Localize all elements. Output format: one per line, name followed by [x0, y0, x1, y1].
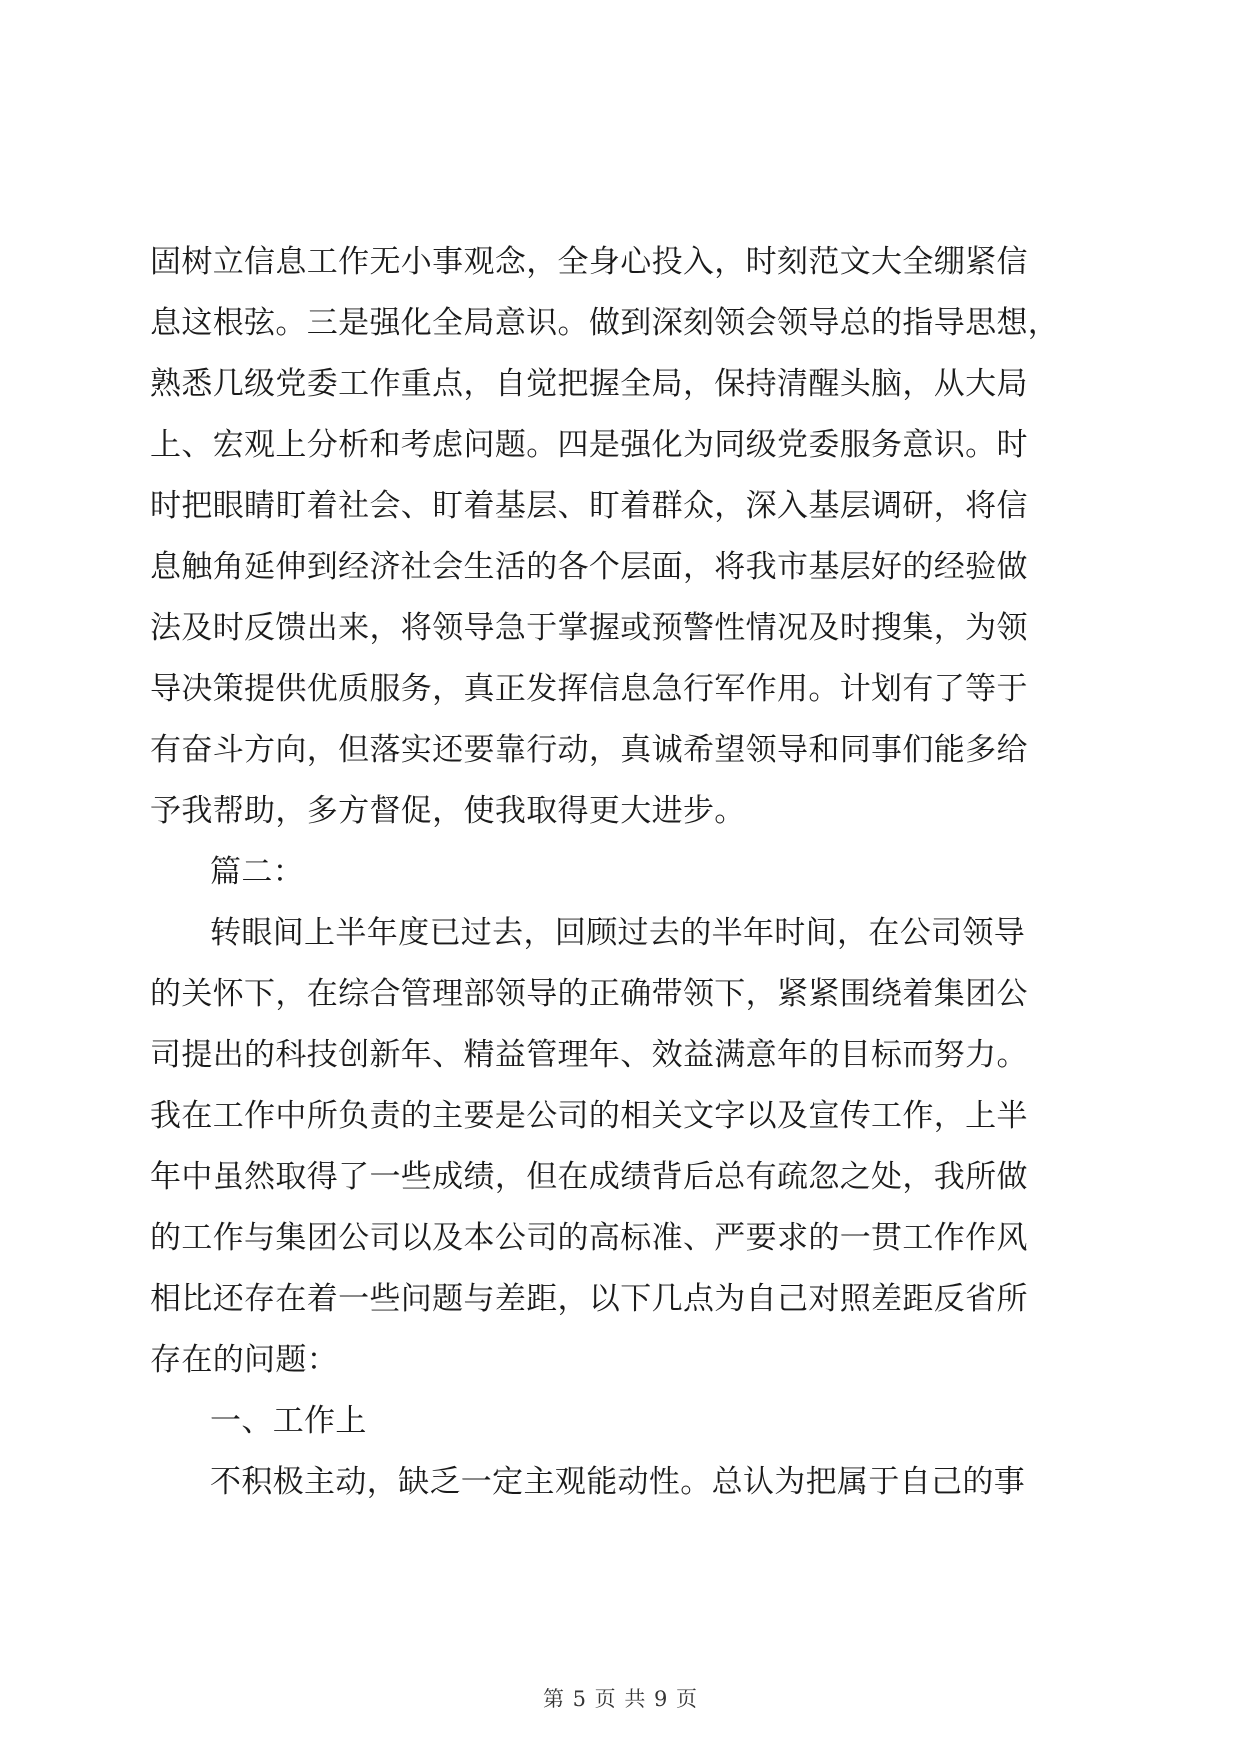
paragraph-start-line: 不积极主动，缺乏一定主观能动性。总认为把属于自己的事	[210, 1464, 1026, 1500]
text-line: 时把眼睛盯着社会、盯着基层、盯着群众，深入基层调研，将信	[150, 488, 1028, 524]
paragraph-start-line: 转眼间上半年度已过去，回顾过去的半年时间，在公司领导	[210, 915, 1026, 951]
text-line: 导决策提供优质服务，真正发挥信息急行军作用。计划有了等于	[150, 671, 1028, 707]
text-line: 有奋斗方向，但落实还要靠行动，真诚希望领导和同事们能多给	[150, 732, 1028, 768]
text-line: 上、宏观上分析和考虑问题。四是强化为同级党委服务意识。时	[150, 427, 1028, 463]
text-line: 司提出的科技创新年、精益管理年、效益满意年的目标而努力。	[150, 1037, 1028, 1073]
text-line: 熟悉几级党委工作重点，自觉把握全局，保持清醒头脑，从大局	[150, 366, 1028, 402]
text-line: 我在工作中所负责的主要是公司的相关文字以及宣传工作，上半	[150, 1098, 1028, 1134]
text-line: 相比还存在着一些问题与差距，以下几点为自己对照差距反省所	[150, 1281, 1028, 1317]
text-line: 固树立信息工作无小事观念，全身心投入，时刻范文大全绷紧信	[150, 244, 1028, 280]
text-line: 年中虽然取得了一些成绩，但在成绩背后总有疏忽之处，我所做	[150, 1159, 1028, 1195]
text-line: 息这根弦。三是强化全局意识。做到深刻领会领导总的指导思想，	[150, 305, 1060, 341]
text-line: 息触角延伸到经济社会生活的各个层面，将我市基层好的经验做	[150, 549, 1028, 585]
text-line: 存在的问题：	[150, 1342, 339, 1378]
text-line: 的工作与集团公司以及本公司的高标准、严要求的一贯工作作风	[150, 1220, 1028, 1256]
text-line: 的关怀下，在综合管理部领导的正确带领下，紧紧围绕着集团公	[150, 976, 1028, 1012]
section-heading: 篇二：	[210, 854, 305, 890]
text-line: 法及时反馈出来，将领导急于掌握或预警性情况及时搜集，为领	[150, 610, 1028, 646]
page-number-footer: 第 5 页 共 9 页	[542, 1687, 699, 1711]
document-body	[150, 232, 1090, 1513]
text-line: 予我帮助，多方督促，使我取得更大进步。	[150, 793, 746, 829]
subsection-heading: 一、工作上	[210, 1403, 367, 1439]
